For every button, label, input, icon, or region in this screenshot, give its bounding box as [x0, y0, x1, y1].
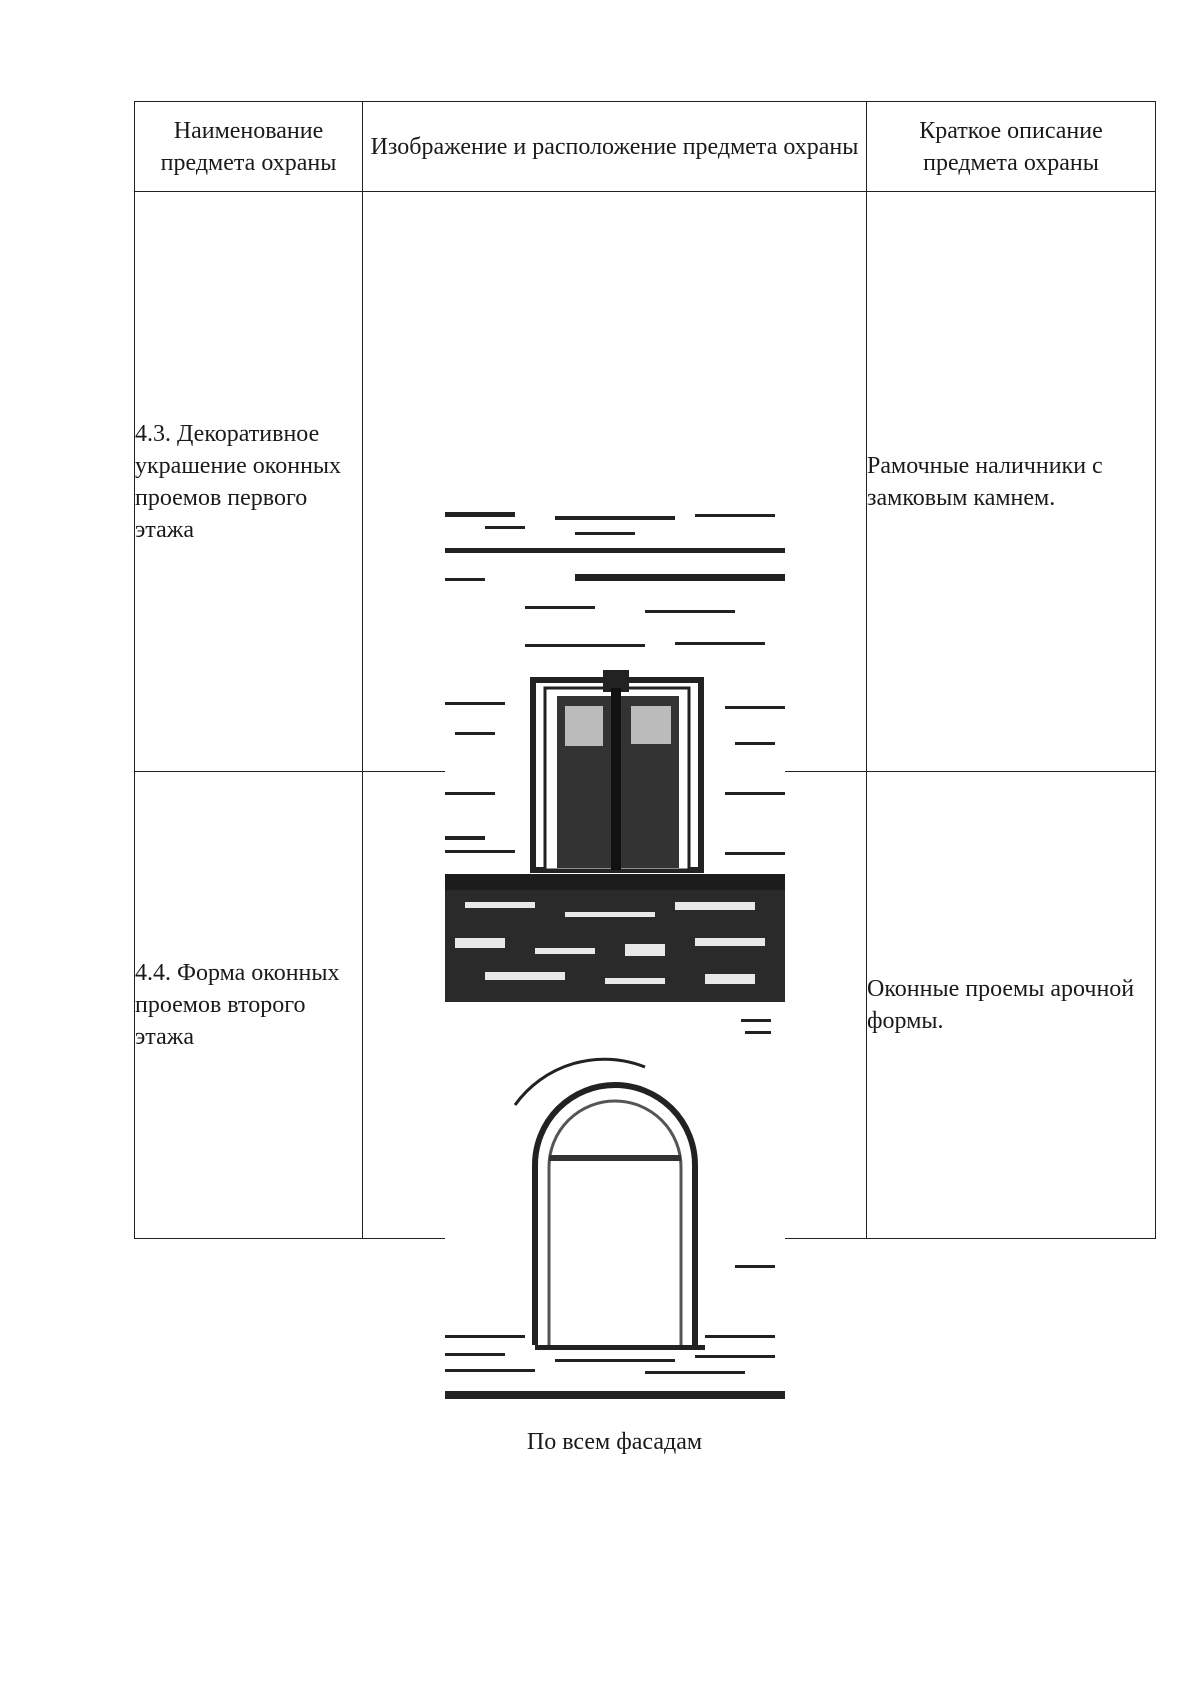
row-name-cell: 4.4. Форма оконных проемов второго этажа	[135, 772, 363, 1239]
row-image-cell	[363, 192, 867, 772]
header-image: Изображение и расположение предмета охраны	[363, 102, 867, 192]
header-description: Краткое описание предмета охраны	[867, 102, 1156, 192]
table-header-row	[135, 102, 1156, 192]
protection-subject-table	[134, 101, 1156, 1455]
arched-window-photo	[445, 1015, 785, 1405]
table-row	[135, 772, 1156, 1239]
image-caption: По всем фасадам	[526, 1429, 703, 1455]
header-name: Наименование предмета охраны	[135, 102, 363, 192]
row-name-cell: 4.3. Декоративное украшение оконных проемов первого этажа	[135, 192, 363, 772]
row-description-cell: Оконные проемы арочной формы.	[867, 772, 1156, 1239]
row-description-cell: Рамочные наличники с замковым камнем.	[867, 192, 1156, 772]
table-row	[135, 192, 1156, 772]
row-image-cell	[363, 772, 867, 1455]
